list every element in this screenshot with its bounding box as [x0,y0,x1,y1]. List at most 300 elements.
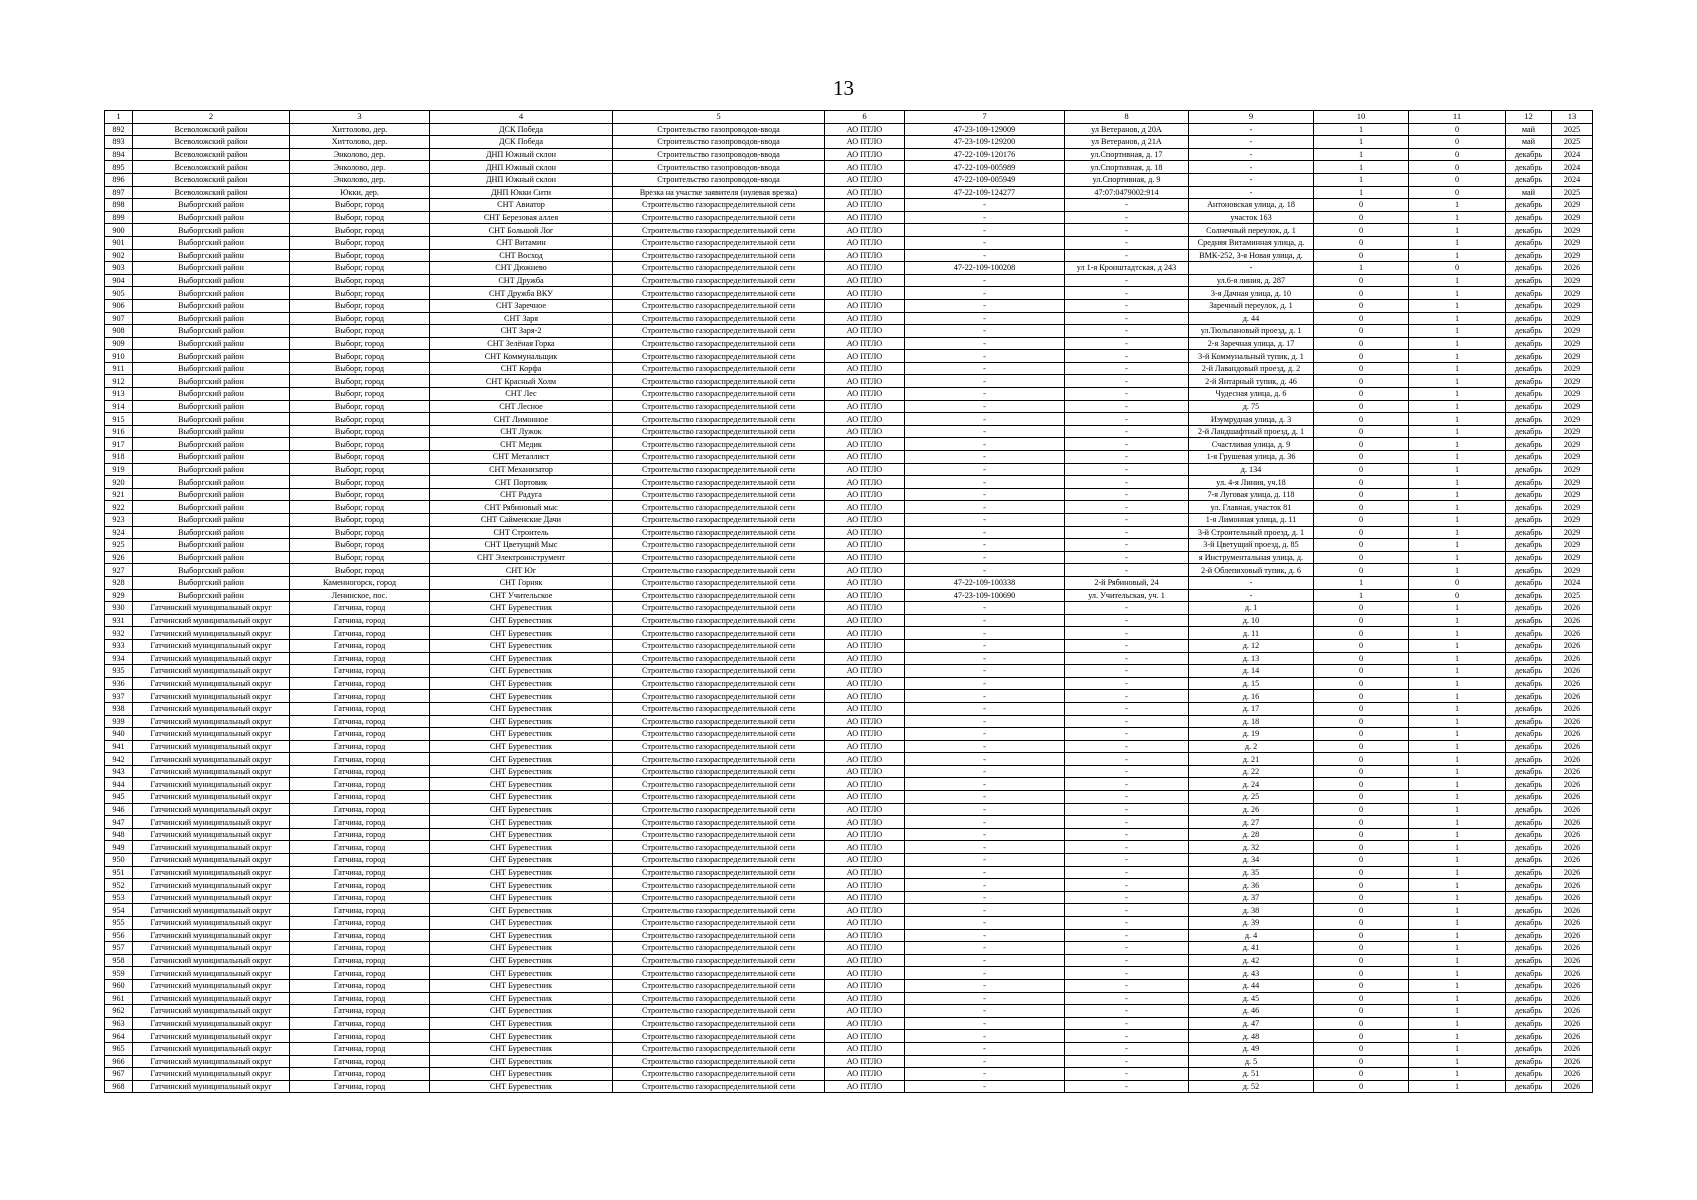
cell-district: Всеволожский район [133,123,290,136]
cell-address: - [1065,564,1189,577]
table-row [105,614,1593,627]
cell-cadastral-number: - [905,942,1065,955]
table-row [105,1017,1593,1030]
cell-row-number: 906 [105,299,133,312]
cell-district: Выборгский район [133,514,290,527]
cell-row-number: 957 [105,942,133,955]
cell-district: Гатчинский муниципальный округ [133,828,290,841]
cell-operator: АО ПТЛО [825,879,905,892]
cell-plot-address: Солнечный переулок, д. 1 [1189,224,1314,237]
cell-work-type: Строительство газораспределительной сети [613,1068,825,1081]
cell-address: - [1065,451,1189,464]
cell-operator: АО ПТЛО [825,854,905,867]
cell-partnership: СНТ Рябиновый мыс [430,501,613,514]
cell-cadastral-number: - [905,287,1065,300]
cell-operator: АО ПТЛО [825,677,905,690]
cell-cadastral-number: - [905,224,1065,237]
cell-col-11: 1 [1409,979,1506,992]
cell-plot-address: д. 44 [1189,979,1314,992]
cell-col-10: 0 [1314,236,1409,249]
cell-row-number: 905 [105,287,133,300]
cell-month: декабрь [1506,828,1552,841]
cell-partnership: СНТ Дружба ВКУ [430,287,613,300]
cell-settlement: Гатчина, город [290,979,430,992]
table-row [105,791,1593,804]
cell-month: декабрь [1506,1068,1552,1081]
cell-cadastral-number: - [905,879,1065,892]
cell-settlement: Выборг, город [290,388,430,401]
cell-partnership: СНТ Заря-2 [430,325,613,338]
cell-cadastral-number: 47-23-109-129200 [905,136,1065,149]
cell-plot-address: - [1189,136,1314,149]
table-row [105,728,1593,741]
cell-plot-address: д. 47 [1189,1017,1314,1030]
cell-work-type: Строительство газораспределительной сети [613,677,825,690]
header-cell-13: 13 [1552,111,1593,124]
cell-col-10: 0 [1314,652,1409,665]
cell-address: - [1065,199,1189,212]
cell-col-11: 1 [1409,199,1506,212]
table-row [105,652,1593,665]
cell-operator: АО ПТЛО [825,954,905,967]
cell-col-11: 1 [1409,425,1506,438]
cell-address: - [1065,236,1189,249]
table-row [105,488,1593,501]
cell-settlement: Выборг, город [290,476,430,489]
cell-col-11: 1 [1409,1068,1506,1081]
cell-settlement: Выборг, город [290,526,430,539]
cell-col-10: 0 [1314,249,1409,262]
cell-year: 2029 [1552,337,1593,350]
cell-cadastral-number: - [905,702,1065,715]
cell-cadastral-number: - [905,753,1065,766]
cell-cadastral-number: - [905,728,1065,741]
cell-settlement: Гатчина, город [290,816,430,829]
cell-settlement: Гатчина, город [290,1030,430,1043]
cell-cadastral-number: - [905,350,1065,363]
cell-district: Гатчинский муниципальный округ [133,652,290,665]
cell-partnership: СНТ Цветущий Мыс [430,539,613,552]
cell-cadastral-number: - [905,463,1065,476]
cell-month: декабрь [1506,199,1552,212]
cell-month: декабрь [1506,816,1552,829]
cell-row-number: 929 [105,589,133,602]
cell-district: Выборгский район [133,589,290,602]
cell-col-10: 0 [1314,728,1409,741]
table-row [105,551,1593,564]
cell-district: Выборгский район [133,199,290,212]
cell-address: - [1065,917,1189,930]
cell-row-number: 939 [105,715,133,728]
cell-plot-address: Чудесная улица, д. 6 [1189,388,1314,401]
cell-operator: АО ПТЛО [825,362,905,375]
cell-work-type: Строительство газораспределительной сети [613,236,825,249]
cell-operator: АО ПТЛО [825,1068,905,1081]
cell-settlement: Выборг, город [290,463,430,476]
cell-operator: АО ПТЛО [825,753,905,766]
cell-work-type: Строительство газораспределительной сети [613,942,825,955]
cell-month: декабрь [1506,879,1552,892]
cell-col-10: 0 [1314,816,1409,829]
cell-settlement: Гатчина, город [290,891,430,904]
cell-col-10: 0 [1314,765,1409,778]
cell-col-10: 0 [1314,375,1409,388]
cell-row-number: 944 [105,778,133,791]
cell-month: декабрь [1506,979,1552,992]
cell-work-type: Строительство газораспределительной сети [613,589,825,602]
cell-district: Выборгский район [133,249,290,262]
cell-month: декабрь [1506,425,1552,438]
cell-year: 2029 [1552,501,1593,514]
cell-work-type: Строительство газораспределительной сети [613,287,825,300]
cell-district: Гатчинский муниципальный округ [133,665,290,678]
table-row [105,967,1593,980]
cell-col-11: 1 [1409,866,1506,879]
cell-partnership: СНТ Лужок [430,425,613,438]
cell-partnership: СНТ Буревестник [430,942,613,955]
cell-cadastral-number: - [905,740,1065,753]
cell-operator: АО ПТЛО [825,236,905,249]
cell-settlement: Энколово, дер. [290,161,430,174]
cell-col-10: 0 [1314,778,1409,791]
cell-address: - [1065,816,1189,829]
cell-col-10: 0 [1314,539,1409,552]
cell-operator: АО ПТЛО [825,639,905,652]
cell-district: Гатчинский муниципальный округ [133,1080,290,1093]
cell-year: 2026 [1552,904,1593,917]
table-row [105,199,1593,212]
cell-col-10: 0 [1314,1055,1409,1068]
cell-cadastral-number: - [905,1080,1065,1093]
cell-col-10: 0 [1314,917,1409,930]
cell-plot-address: д. 37 [1189,891,1314,904]
cell-cadastral-number: 47-22-109-124277 [905,186,1065,199]
cell-cadastral-number: - [905,488,1065,501]
cell-row-number: 894 [105,148,133,161]
cell-col-11: 1 [1409,639,1506,652]
cell-cadastral-number: - [905,425,1065,438]
cell-col-10: 0 [1314,854,1409,867]
cell-row-number: 933 [105,639,133,652]
cell-col-11: 1 [1409,388,1506,401]
cell-partnership: СНТ Буревестник [430,1042,613,1055]
cell-col-11: 1 [1409,501,1506,514]
cell-operator: АО ПТЛО [825,249,905,262]
cell-address: - [1065,854,1189,867]
cell-address: - [1065,400,1189,413]
registry-table [104,110,1593,1093]
cell-district: Выборгский район [133,274,290,287]
cell-partnership: СНТ Лес [430,388,613,401]
cell-row-number: 897 [105,186,133,199]
cell-col-10: 0 [1314,954,1409,967]
cell-work-type: Строительство газораспределительной сети [613,388,825,401]
cell-month: декабрь [1506,942,1552,955]
cell-operator: АО ПТЛО [825,299,905,312]
cell-plot-address: д. 48 [1189,1030,1314,1043]
cell-year: 2026 [1552,778,1593,791]
cell-plot-address: Средняя Витаминная улица, д. [1189,236,1314,249]
cell-partnership: СНТ Буревестник [430,816,613,829]
cell-month: декабрь [1506,438,1552,451]
cell-month: декабрь [1506,551,1552,564]
cell-row-number: 947 [105,816,133,829]
table-row [105,350,1593,363]
cell-col-10: 0 [1314,224,1409,237]
cell-row-number: 924 [105,526,133,539]
cell-district: Выборгский район [133,325,290,338]
cell-settlement: Выборг, город [290,551,430,564]
table-row [105,1055,1593,1068]
cell-plot-address: - [1189,576,1314,589]
cell-address: - [1065,715,1189,728]
cell-month: декабрь [1506,211,1552,224]
cell-settlement: Выборг, город [290,249,430,262]
cell-work-type: Строительство газораспределительной сети [613,451,825,464]
cell-work-type: Строительство газопроводов-ввода [613,148,825,161]
cell-district: Выборгский район [133,375,290,388]
cell-month: декабрь [1506,929,1552,942]
cell-partnership: СНТ Буревестник [430,1055,613,1068]
cell-operator: АО ПТЛО [825,891,905,904]
cell-operator: АО ПТЛО [825,262,905,275]
cell-operator: АО ПТЛО [825,123,905,136]
cell-settlement: Выборг, город [290,224,430,237]
cell-partnership: СНТ Буревестник [430,702,613,715]
cell-month: декабрь [1506,325,1552,338]
cell-partnership: СНТ Буревестник [430,992,613,1005]
cell-cadastral-number: - [905,639,1065,652]
cell-cadastral-number: - [905,904,1065,917]
cell-settlement: Энколово, дер. [290,148,430,161]
cell-plot-address: д. 51 [1189,1068,1314,1081]
cell-settlement: Гатчина, город [290,639,430,652]
cell-plot-address: д. 25 [1189,791,1314,804]
cell-col-11: 1 [1409,1080,1506,1093]
cell-district: Гатчинский муниципальный округ [133,765,290,778]
cell-settlement: Гатчина, город [290,740,430,753]
cell-operator: АО ПТЛО [825,438,905,451]
cell-year: 2026 [1552,639,1593,652]
cell-cadastral-number: - [905,816,1065,829]
cell-cadastral-number: - [905,627,1065,640]
cell-settlement: Гатчина, город [290,1042,430,1055]
cell-address: - [1065,249,1189,262]
cell-year: 2026 [1552,602,1593,615]
cell-district: Гатчинский муниципальный округ [133,879,290,892]
cell-work-type: Строительство газораспределительной сети [613,1005,825,1018]
cell-work-type: Строительство газораспределительной сети [613,917,825,930]
cell-settlement: Гатчина, город [290,992,430,1005]
cell-work-type: Строительство газораспределительной сети [613,728,825,741]
cell-month: декабрь [1506,350,1552,363]
cell-row-number: 917 [105,438,133,451]
cell-month: декабрь [1506,690,1552,703]
cell-settlement: Гатчина, город [290,967,430,980]
cell-plot-address: я Инструментальная улица, д. [1189,551,1314,564]
cell-col-11: 1 [1409,841,1506,854]
cell-col-11: 1 [1409,879,1506,892]
cell-col-10: 0 [1314,740,1409,753]
cell-partnership: СНТ Строитель [430,526,613,539]
cell-cadastral-number: - [905,526,1065,539]
cell-address: - [1065,602,1189,615]
cell-operator: АО ПТЛО [825,413,905,426]
cell-settlement: Выборг, город [290,375,430,388]
cell-row-number: 900 [105,224,133,237]
cell-address: - [1065,438,1189,451]
cell-operator: АО ПТЛО [825,274,905,287]
cell-row-number: 956 [105,929,133,942]
cell-work-type: Строительство газораспределительной сети [613,614,825,627]
table-row [105,400,1593,413]
cell-work-type: Строительство газораспределительной сети [613,992,825,1005]
cell-address: - [1065,211,1189,224]
cell-address: - [1065,652,1189,665]
cell-district: Гатчинский муниципальный округ [133,1042,290,1055]
cell-operator: АО ПТЛО [825,488,905,501]
cell-year: 2029 [1552,299,1593,312]
cell-operator: АО ПТЛО [825,526,905,539]
cell-partnership: СНТ Буревестник [430,753,613,766]
cell-plot-address: 3-й Строительный проезд, д. 1 [1189,526,1314,539]
cell-month: декабрь [1506,576,1552,589]
cell-row-number: 940 [105,728,133,741]
cell-year: 2029 [1552,451,1593,464]
cell-row-number: 959 [105,967,133,980]
cell-plot-address: д. 10 [1189,614,1314,627]
cell-address: - [1065,891,1189,904]
cell-cadastral-number: - [905,413,1065,426]
cell-plot-address: д. 5 [1189,1055,1314,1068]
cell-work-type: Врезка на участке заявителя (нулевая врезка) [613,186,825,199]
cell-row-number: 920 [105,476,133,489]
cell-partnership: СНТ Буревестник [430,639,613,652]
cell-year: 2026 [1552,665,1593,678]
cell-col-11: 1 [1409,211,1506,224]
table-row [105,526,1593,539]
cell-plot-address: ул.6-я линия, д. 287 [1189,274,1314,287]
cell-district: Выборгский район [133,299,290,312]
table-row [105,891,1593,904]
cell-row-number: 909 [105,337,133,350]
cell-partnership: СНТ Буревестник [430,967,613,980]
cell-col-10: 0 [1314,665,1409,678]
cell-col-11: 1 [1409,375,1506,388]
cell-month: декабрь [1506,161,1552,174]
cell-row-number: 892 [105,123,133,136]
cell-district: Всеволожский район [133,173,290,186]
cell-district: Гатчинский муниципальный округ [133,1005,290,1018]
cell-year: 2029 [1552,375,1593,388]
cell-col-11: 1 [1409,249,1506,262]
cell-plot-address: д. 21 [1189,753,1314,766]
cell-month: декабрь [1506,992,1552,1005]
table-row [105,992,1593,1005]
cell-work-type: Строительство газораспределительной сети [613,1042,825,1055]
cell-work-type: Строительство газораспределительной сети [613,299,825,312]
cell-col-11: 1 [1409,992,1506,1005]
cell-month: декабрь [1506,665,1552,678]
cell-col-10: 1 [1314,576,1409,589]
cell-operator: АО ПТЛО [825,702,905,715]
header-cell-9: 9 [1189,111,1314,124]
cell-settlement: Выборг, город [290,488,430,501]
cell-row-number: 898 [105,199,133,212]
cell-address: - [1065,362,1189,375]
cell-operator: АО ПТЛО [825,652,905,665]
table-row [105,1042,1593,1055]
cell-col-11: 1 [1409,690,1506,703]
cell-cadastral-number: - [905,551,1065,564]
cell-year: 2025 [1552,589,1593,602]
cell-month: декабрь [1506,753,1552,766]
cell-district: Выборгский район [133,337,290,350]
cell-work-type: Строительство газораспределительной сети [613,350,825,363]
cell-settlement: Выборг, город [290,350,430,363]
cell-partnership: СНТ Коммунальщик [430,350,613,363]
header-cell-12: 12 [1506,111,1552,124]
cell-operator: АО ПТЛО [825,337,905,350]
cell-cadastral-number: 47-22-109-100208 [905,262,1065,275]
cell-address: ул.Спортивная, д. 9 [1065,173,1189,186]
table-row [105,866,1593,879]
cell-plot-address: д. 46 [1189,1005,1314,1018]
cell-col-10: 0 [1314,337,1409,350]
cell-settlement: Гатчина, город [290,879,430,892]
cell-work-type: Строительство газораспределительной сети [613,690,825,703]
cell-col-11: 1 [1409,463,1506,476]
table-row [105,388,1593,401]
cell-settlement: Гатчина, город [290,1055,430,1068]
cell-month: декабрь [1506,539,1552,552]
cell-partnership: СНТ Буревестник [430,1030,613,1043]
cell-operator: АО ПТЛО [825,665,905,678]
cell-settlement: Гатчина, город [290,728,430,741]
cell-district: Выборгский район [133,551,290,564]
cell-district: Гатчинский муниципальный округ [133,1017,290,1030]
cell-settlement: Гатчина, город [290,702,430,715]
cell-col-11: 0 [1409,148,1506,161]
cell-partnership: СНТ Буревестник [430,791,613,804]
cell-col-10: 0 [1314,803,1409,816]
cell-row-number: 937 [105,690,133,703]
cell-year: 2026 [1552,828,1593,841]
cell-row-number: 904 [105,274,133,287]
cell-operator: АО ПТЛО [825,828,905,841]
cell-work-type: Строительство газораспределительной сети [613,967,825,980]
cell-address: - [1065,866,1189,879]
cell-partnership: СНТ Горняк [430,576,613,589]
cell-month: декабрь [1506,413,1552,426]
cell-row-number: 930 [105,602,133,615]
cell-row-number: 963 [105,1017,133,1030]
cell-district: Гатчинский муниципальный округ [133,702,290,715]
cell-work-type: Строительство газораспределительной сети [613,702,825,715]
cell-year: 2026 [1552,942,1593,955]
cell-year: 2026 [1552,1055,1593,1068]
cell-cadastral-number: - [905,954,1065,967]
cell-col-10: 0 [1314,476,1409,489]
cell-col-11: 1 [1409,602,1506,615]
cell-col-11: 1 [1409,1005,1506,1018]
header-cell-7: 7 [905,111,1065,124]
cell-work-type: Строительство газораспределительной сети [613,438,825,451]
cell-address: - [1065,753,1189,766]
cell-work-type: Строительство газораспределительной сети [613,816,825,829]
cell-partnership: СНТ Сайменские Дачи [430,514,613,527]
cell-col-11: 1 [1409,476,1506,489]
